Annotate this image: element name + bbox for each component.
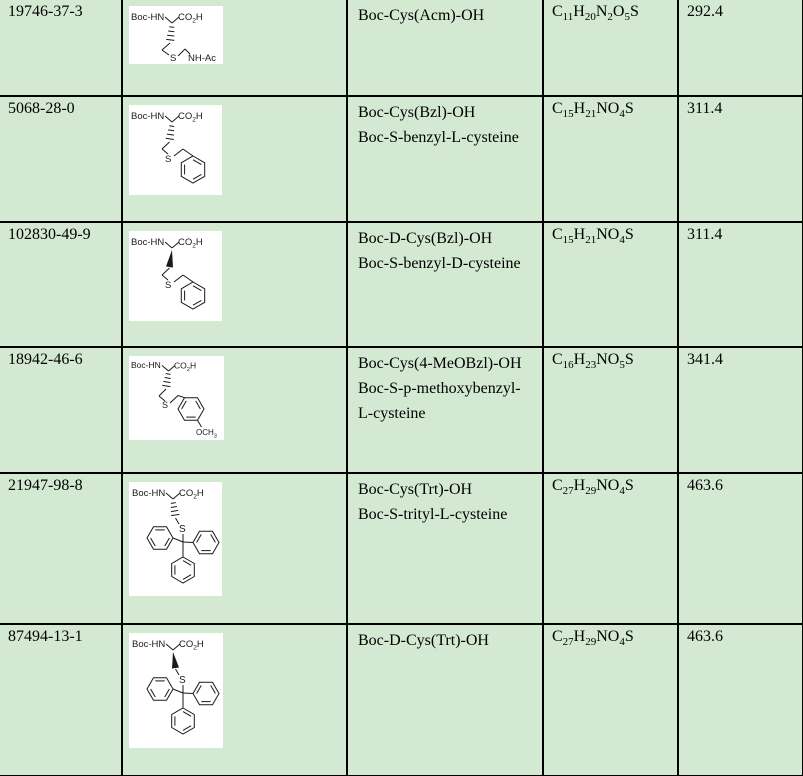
compound-name-line: Boc-S-trityl-L-cysteine <box>358 506 508 523</box>
molecular-formula-cell <box>543 222 678 347</box>
chemical-structure-drawing <box>129 356 224 440</box>
structure-cell <box>122 624 347 776</box>
cas-number-cell <box>0 473 122 624</box>
molecular-formula: $C_{15}H_{21}NO_4S$ <box>552 100 634 121</box>
compound-name-line: Boc-S-benzyl-L-cysteine <box>358 129 519 146</box>
table-row <box>0 96 803 222</box>
atom-label: $CO_2H$ <box>174 360 197 373</box>
table-row <box>0 222 803 347</box>
stereo-bond-wedge <box>166 250 173 268</box>
atom-label: Boc-HN <box>132 488 166 499</box>
phenyl-ring <box>147 527 173 550</box>
cas-number-cell <box>0 624 122 776</box>
molecular-weight: 311.4 <box>687 226 723 243</box>
compound-name-cell <box>347 347 543 473</box>
atom-label: S <box>165 280 172 291</box>
atom-label: NH-Ac <box>188 53 216 64</box>
atom-label: $OCH_3$ <box>196 428 217 440</box>
molecular-formula-cell <box>543 473 678 624</box>
atom-label: S <box>179 675 186 686</box>
phenyl-ring <box>147 678 173 701</box>
atom-label: S <box>162 400 169 410</box>
compound-name-line: Boc-S-p-methoxybenzyl- <box>358 380 521 397</box>
atom-label: S <box>170 53 177 64</box>
molecular-formula-cell <box>543 624 678 776</box>
phenyl-ring <box>181 156 204 183</box>
atom-label: $CO_2H$ <box>178 111 203 124</box>
structure-cell <box>122 222 347 347</box>
atom-label: $CO_2H$ <box>178 237 203 250</box>
structure-cell <box>122 473 347 624</box>
phenyl-ring <box>193 682 219 705</box>
structure-image <box>129 482 222 596</box>
table-row <box>0 347 803 473</box>
atom-label: Boc-HN <box>131 360 161 370</box>
molecular-weight-cell <box>678 624 803 776</box>
phenyl-ring <box>193 531 219 554</box>
structure-cell <box>122 0 347 96</box>
atom-label: Boc-HN <box>132 639 166 650</box>
structure-image <box>129 105 222 195</box>
atom-label: $CO_2H$ <box>179 488 204 501</box>
compound-name-line: Boc-Cys(Acm)-OH <box>358 7 485 24</box>
molecular-weight: 341.4 <box>687 351 723 368</box>
chemical-structure-drawing <box>129 633 223 748</box>
compound-name-line: Boc-S-benzyl-D-cysteine <box>358 255 521 272</box>
compound-name-line: Boc-D-Cys(Bzl)-OH <box>358 230 493 247</box>
cas-number-cell <box>0 222 122 347</box>
atom-label: Boc-HN <box>131 12 165 23</box>
compound-name-line: Boc-Cys(4-MeOBzl)-OH <box>358 355 522 372</box>
atom-label: Boc-HN <box>131 111 165 122</box>
chemical-structure-drawing <box>129 6 223 64</box>
compound-name-line: Boc-D-Cys(Trt)-OH <box>358 632 489 649</box>
molecular-weight: 292.4 <box>687 3 723 20</box>
molecular-weight: 463.6 <box>687 628 723 645</box>
phenyl-ring <box>172 557 195 583</box>
molecular-weight: 463.6 <box>687 477 723 494</box>
structure-image <box>129 633 223 748</box>
compound-name-cell <box>347 624 543 776</box>
cas-number-cell <box>0 347 122 473</box>
cas-number: 102830-49-9 <box>8 226 91 243</box>
structure-image <box>129 6 223 64</box>
compound-name-line: Boc-Cys(Trt)-OH <box>358 481 473 498</box>
compound-name-cell <box>347 222 543 347</box>
cas-number: 21947-98-8 <box>8 477 83 494</box>
molecular-weight-cell <box>678 0 803 96</box>
molecular-formula-cell <box>543 96 678 222</box>
table-row <box>0 0 803 96</box>
atom-label: $CO_2H$ <box>179 639 204 652</box>
chemical-structure-drawing <box>129 482 222 596</box>
molecular-formula: $C_{16}H_{23}NO_5S$ <box>552 351 634 372</box>
molecular-formula: $C_{11}H_{20}N_2O_5S$ <box>552 3 639 24</box>
stereo-bond-hashed <box>171 503 179 516</box>
phenyl-ring <box>181 282 204 309</box>
atom-label: S <box>165 154 172 165</box>
stereo-bond-hashed <box>166 27 174 41</box>
compound-name-cell <box>347 0 543 96</box>
molecular-formula: $C_{27}H_{29}NO_4S$ <box>552 477 634 498</box>
cas-number-cell <box>0 0 122 96</box>
chemical-structure-drawing <box>129 105 222 195</box>
compound-name-line: L-cysteine <box>358 405 426 422</box>
compound-name-cell <box>347 473 543 624</box>
molecular-weight-cell <box>678 473 803 624</box>
stereo-bond-hashed <box>166 126 174 140</box>
cas-number-cell <box>0 96 122 222</box>
phenyl-ring <box>178 398 204 421</box>
cas-number: 19746-37-3 <box>8 3 83 20</box>
table-row <box>0 473 803 624</box>
structure-cell <box>122 96 347 222</box>
compound-name-line: Boc-Cys(Bzl)-OH <box>358 104 476 121</box>
cas-number: 18942-46-6 <box>8 351 83 368</box>
structure-image <box>129 356 224 440</box>
table-row <box>0 624 803 776</box>
chemical-structure-drawing <box>129 231 222 321</box>
compound-name-cell <box>347 96 543 222</box>
molecular-weight-cell <box>678 222 803 347</box>
structure-image <box>129 231 222 321</box>
stereo-bond-hashed <box>162 374 170 387</box>
structure-cell <box>122 347 347 473</box>
molecular-formula: $C_{27}H_{29}NO_4S$ <box>552 628 634 649</box>
molecular-weight-cell <box>678 347 803 473</box>
atom-label: Boc-HN <box>131 237 165 248</box>
molecular-weight-cell <box>678 96 803 222</box>
molecular-formula-cell <box>543 347 678 473</box>
stereo-bond-wedge <box>172 652 179 669</box>
molecular-formula-cell <box>543 0 678 96</box>
molecular-weight: 311.4 <box>687 100 723 117</box>
atom-label: S <box>179 524 186 535</box>
atom-label: $CO_2H$ <box>178 12 203 25</box>
cas-number: 5068-28-0 <box>8 100 75 117</box>
molecular-formula: $C_{15}H_{21}NO_4S$ <box>552 226 634 247</box>
cas-number: 87494-13-1 <box>8 628 83 645</box>
phenyl-ring <box>172 708 195 734</box>
